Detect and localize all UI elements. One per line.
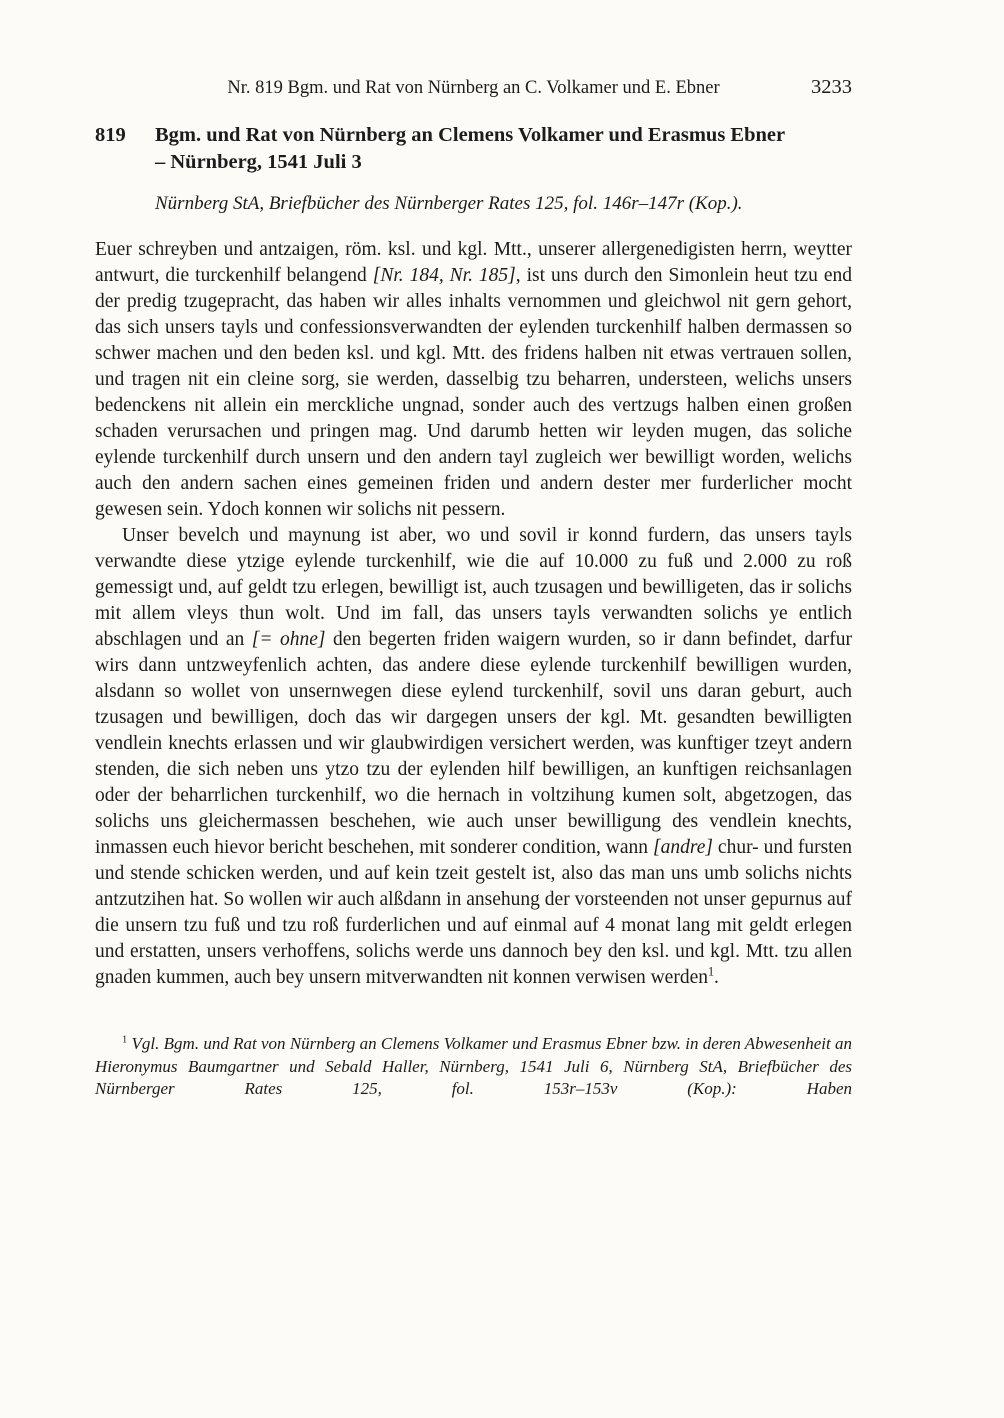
entry-title	[155, 122, 852, 176]
entry-heading	[95, 122, 852, 176]
entry-title-line1: Bgm. und Rat von Nürnberg an Clemens Volkamer und Erasmus Ebner	[155, 124, 786, 146]
text-segment: .	[714, 967, 719, 988]
text-segment: Euer schreyben und antzaigen, röm. ksl. und kgl. Mtt., unserer allergenedigisten herrn, weytter antwurt, die turckenhilf belangend	[95, 239, 852, 286]
text-segment: chur- und fursten und stende schicken werden, und auf kein tzeit gestelt ist, also das man uns umb solichs nichts antzutzihen hat. So wollen wir auch alßdann in ansehung der vorsteenden not unser gepurnus auf die unsern tzu fuß und tzu roß furderlichen und auf einmal auf 4 monat lang mit geldt erlegen und erstatten, unsers verhoffens, solichs werde uns dannoch bey den ksl. und kgl. Mtt. tzu allen gnaden kummen, auch bey unsern mitverwandten nit konnen verwisen werden	[95, 837, 852, 988]
text-segment: , ist uns durch den Simonlein heut tzu end der predig tzugepracht, das haben wir alles inhalts vernommen und gleichwol nit gern gehort, das sich unsers tayls und confessionsverwandten der eylenden turckenhilf halben dermassen so schwer machen und den beden ksl. und kgl. Mtt. des fridens halben nit etwas vertrauen sollen, und tragen nit ein cleine sorg, sie werden, dasselbig tzu beharren, understeen, welichs unsers bedenckens nit allein ein merckliche ungnad, sonder auch des vertzugs halben einen großen schaden verursachen und pringen mag. Und darumb hetten wir leyden mugen, das soliche eylende turckenhilf durch unsern und den andern tayl zugleich wer bewilligt worden, welichs auch den andern sachen eines gemeinen friden und andern dester mer furderlicher mocht gewesen sein. Ydoch konnen wir solichs nit pessern.	[95, 265, 853, 520]
entry-number: 819	[95, 124, 126, 146]
entry-title-line2: – Nürnberg, 1541 Juli 3	[155, 151, 362, 173]
footnote	[95, 1033, 852, 1101]
footnote-paragraph	[95, 1033, 852, 1101]
editorial-note-text: [andre]	[653, 837, 713, 858]
editorial-note-text: Vgl. Bgm. und Rat von Nürnberg an Clemens Volkamer und Erasmus Ebner bzw. in deren Abwesenheit an Hieronymus Baumgartner und Sebald Haller, Nürnberg, 1541 Juli 6, Nürnberg StA, Briefbücher des Nürnberger Rates 125, fol. 153r–153v (Kop.): Haben	[95, 1034, 852, 1098]
editorial-note-text: [Nr. 184, Nr. 185]	[372, 265, 516, 286]
letter-body	[95, 237, 852, 991]
page-number: 3233	[811, 76, 852, 98]
text-segment: den begerten friden waigern wurden, so ir dann befindet, darfur wirs dann untzweyfenlich achten, das andere diese eylende turckenhilf bewilligen wurden, alsdann so wollet von unsernwegen diese eylend turckenhilf, sovil uns daran geburt, auch tzusagen und bewilligen, doch das wir dargegen unsers der kgl. Mt. gesandten bewilligten vendlein knechts erlassen und wir glaubwirdigen versichert werden, was kunftiger tzeyt andern stenden, die sich neben uns ytzo tzu der eylenden hilf bewilligen, an kunftigen reichsanlagen oder der beharrlichen turckenhilf, wo die hernach in voltzihung kumen solt, abgetzogen, das solichs uns gleichermassen beschehen, wie auch unser bewilligung des vendlein knechts, inmassen euch hievor bericht beschehen, mit sonderer condition, wann	[95, 629, 852, 858]
source-line: Nürnberg StA, Briefbücher des Nürnberger Rates 125, fol. 146r–147r (Kop.).	[155, 193, 743, 214]
editorial-note-text: [= ohne]	[251, 629, 326, 650]
footnote-marker: 1	[122, 1034, 128, 1046]
footnote-marker: 1	[707, 964, 715, 979]
text-segment: Unser bevelch und maynung ist aber, wo und sovil ir konnd furdern, das unsers tayls verwandte diese ytzige eylende turckenhilf, wie die auf 10.000 zu fuß und 2.000 zu roß gemessigt und, auf geldt tzu erlegen, bewilligt ist, auch tzusagen und bewilligeten, das ir solichs mit allem vleys thun wolt. Und im fall, das unsers tayls verwandten solichs ye entlich abschlagen und an	[95, 525, 852, 650]
paragraph	[95, 523, 852, 991]
running-head	[95, 76, 852, 100]
paragraph	[95, 237, 852, 523]
running-head-text: Nr. 819 Bgm. und Rat von Nürnberg an C. Volkamer und E. Ebner	[227, 78, 720, 98]
